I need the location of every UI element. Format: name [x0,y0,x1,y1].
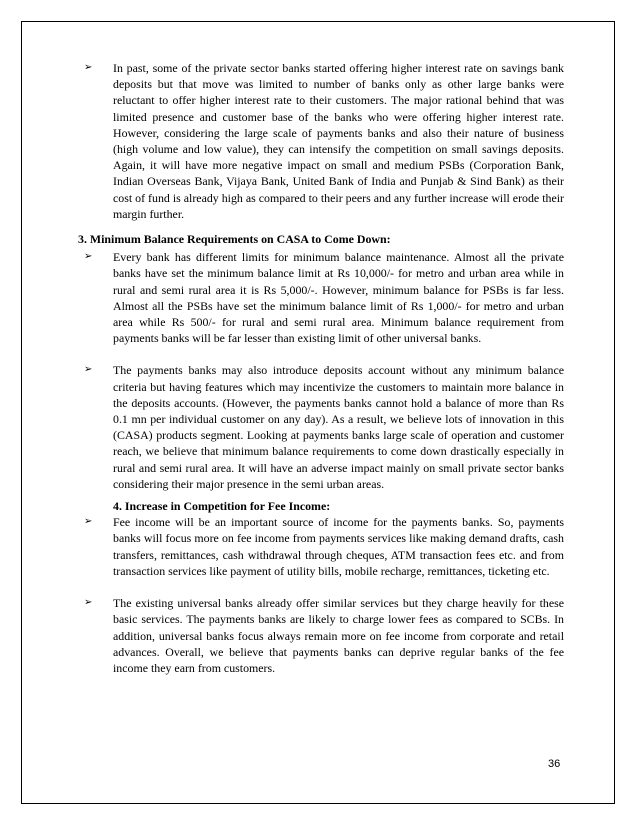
arrow-bullet-icon: ➢ [84,62,93,73]
page-number: 36 [548,758,561,770]
paragraph-text: Every bank has different limits for minimum balance maintenance. Almost all the private banks have set the minimum balance limit at Rs 10,000/- for metro and urban area while in rural and semi rural area it is Rs 5,000/-. However, minimum balance for PSBs is far less. Almost all the PSBs have set the minimum balance limit of Rs 1,000/- for metro and urban area while Rs 500/- for rural and semi rural area. Minimum balance requirement from payments banks will be far lesser than existing limit of other universal banks. [113,250,564,346]
bullet-paragraph [78,514,564,579]
spacer [78,579,564,595]
document-body [78,60,564,676]
arrow-bullet-icon: ➢ [84,516,93,528]
arrow-bullet-icon: ➢ [84,364,93,376]
intro-paragraph: In past, some of the private sector banks started offering higher interest rate on savings bank deposits but that move was limited to number of banks only as other large banks were reluctant to offer higher interest rate to their customers. The major rational behind that was limited presence and customer base of the banks who were offering higher interest rate. However, considering the large scale of payments banks and also their nature of business (high volume and low value), they can intensify the competition on small savings deposits. Again, it will have more negative impact on small and medium PSBs (Corporation Bank, Indian Overseas Bank, Vijaya Bank, United Bank of India and Punjab & Sind Bank) as their cost of fund is already high as compared to their peers and any further increase will erode their margin further. [113,61,564,221]
bullet-paragraph [78,249,564,346]
bullet-paragraph [78,362,564,492]
spacer [78,346,564,362]
section-heading: 4. Increase in Competition for Fee Income: [113,499,331,514]
paragraph-text: The payments banks may also introduce deposits account without any minimum balance criteria but having features which may incentivize the customers to maintain more balance in the deposits accounts. (However, the payments banks cannot hold a balance of more than Rs 0.1 mn per individual customer on any day). As a result, we believe lots of innovation in this (CASA) products segment. Looking at payments banks large scale of operation and customer reach, we believe that minimum balance requirements to come down drastically especially in rural and semi rural area. It will have an adverse impact mainly on small private sector banks considering their major presence in the semi urban areas. [113,363,564,491]
arrow-bullet-icon: ➢ [84,251,93,263]
paragraph-text: The existing universal banks already offer similar services but they charge heavily for these basic services. The payments banks are likely to charge lower fees as compared to SCBs. In addition, universal banks focus always remain more on fee income from corporate and retail advances. Overall, we believe that payments banks can deprive regular banks of the fee income they earn from customers. [113,596,564,675]
section-heading: 3. Minimum Balance Requirements on CASA to Come Down: [78,232,391,247]
arrow-bullet-icon: ➢ [84,597,93,609]
paragraph-text: Fee income will be an important source of income for the payments banks. So, payments banks will focus more on fee income from payments services like making demand drafts, cash transfers, remittances, cash withdrawal through cheques, ATM transaction fees etc. and from transaction services like payment of utility bills, mobile recharge, remittances, ticketing etc. [113,515,564,578]
bullet-paragraph [78,595,564,676]
bullet-paragraph [78,60,564,222]
